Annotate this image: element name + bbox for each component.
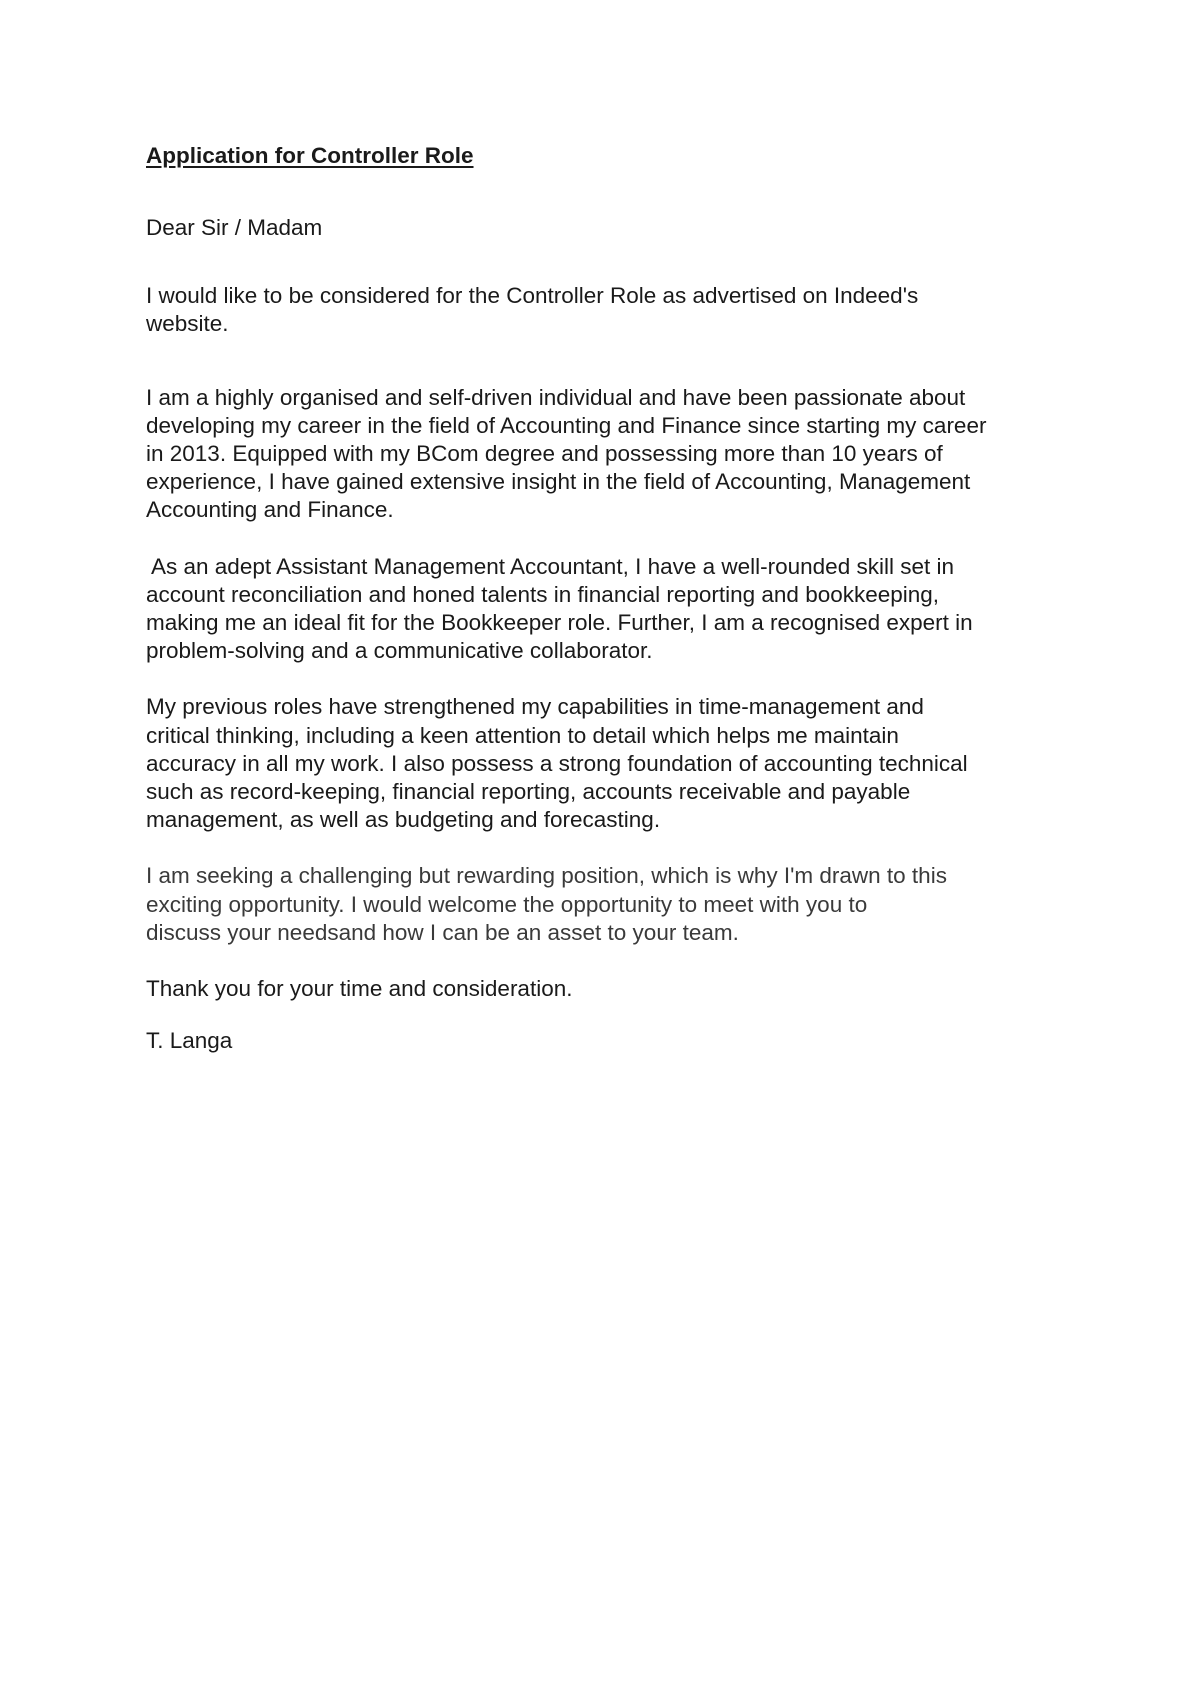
closing-line: Thank you for your time and consideration. <box>146 976 573 1002</box>
text-line: in 2013. Equipped with my BCom degree and possessing more than 10 years of <box>146 441 943 467</box>
signature: T. Langa <box>146 1028 233 1054</box>
text-line: Accounting and Finance. <box>146 497 394 523</box>
text-line: As an adept Assistant Management Accountant, I have a well-rounded skill set in <box>146 553 954 579</box>
text-line: critical thinking, including a keen attention to detail which helps me maintain <box>146 722 899 748</box>
text-line: experience, I have gained extensive insight in the field of Accounting, Management <box>146 469 971 495</box>
text-line: I am seeking a challenging but rewarding position, which is why I'm drawn to this <box>146 863 947 889</box>
text-line: developing my career in the field of Accounting and Finance since starting my career <box>146 412 987 438</box>
text-line: discuss your needsand how I can be an asset to your team. <box>146 919 739 945</box>
text-line: problem-solving and a communicative collaborator. <box>146 638 653 664</box>
text-line: I would like to be considered for the Controller Role as advertised on Indeed's <box>146 283 919 309</box>
cover-letter <box>146 142 1086 1055</box>
text-line: making me an ideal fit for the Bookkeeper role. Further, I am a recognised expert in <box>146 610 973 636</box>
text-line: such as record-keeping, financial reporting, accounts receivable and payable <box>146 779 911 805</box>
paragraph-intro <box>146 282 1086 338</box>
paragraph-skills <box>146 553 1086 666</box>
text-line: accuracy in all my work. I also possess a strong foundation of accounting technical <box>146 750 968 776</box>
paragraph-experience <box>146 693 1086 834</box>
paragraph-motivation <box>146 862 1086 947</box>
letter-title: Application for Controller Role <box>146 143 474 168</box>
text-line: management, as well as budgeting and forecasting. <box>146 807 661 833</box>
text-line: exciting opportunity. I would welcome the opportunity to meet with you to <box>146 891 868 917</box>
text-line: My previous roles have strengthened my capabilities in time-management and <box>146 694 924 720</box>
text-line: I am a highly organised and self-driven individual and have been passionate about <box>146 384 966 410</box>
text-line: account reconciliation and honed talents in financial reporting and bookkeeping, <box>146 581 940 607</box>
salutation: Dear Sir / Madam <box>146 215 323 240</box>
text-line: website. <box>146 311 229 337</box>
paragraph-background <box>146 384 1086 525</box>
